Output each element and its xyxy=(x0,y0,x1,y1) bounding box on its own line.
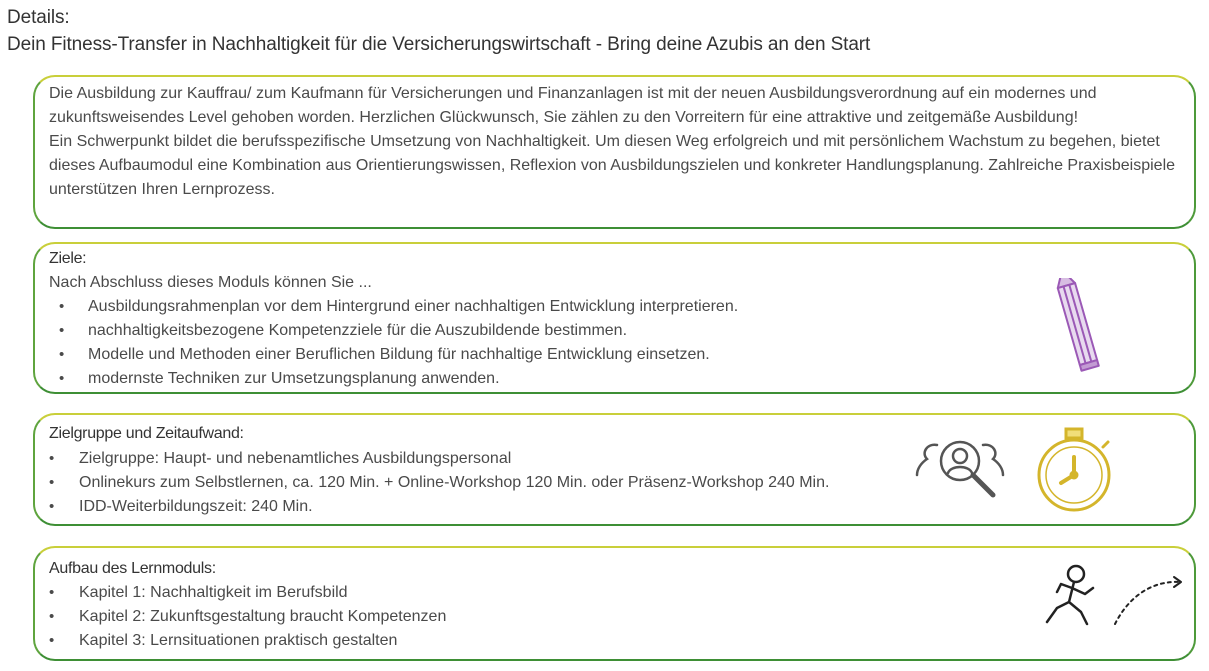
audience-item: Onlinekurs zum Selbstlernen, ca. 120 Min. + Online-Workshop 120 Min. oder Präsenz-Workshop 240 Min. xyxy=(79,474,830,491)
goals-lead: Nach Abschluss dieses Moduls können Sie ... xyxy=(49,274,372,291)
user-search-icon xyxy=(913,435,1007,507)
page-title: Dein Fitness-Transfer in Nachhaltigkeit für die Versicherungswirtschaft - Bring deine Azubis an den Start xyxy=(7,34,871,55)
running-figure-icon xyxy=(1041,562,1191,632)
goals-box xyxy=(33,242,1196,394)
bullet: • xyxy=(49,608,55,625)
details-label: Details: xyxy=(7,7,70,28)
goal-item: modernste Techniken zur Umsetzungsplanung anwenden. xyxy=(88,370,500,387)
audience-item: IDD-Weiterbildungszeit: 240 Min. xyxy=(79,498,313,515)
structure-item: Kapitel 1: Nachhaltigkeit im Berufsbild xyxy=(79,584,348,601)
stopwatch-icon xyxy=(1033,427,1115,515)
structure-item: Kapitel 2: Zukunftsgestaltung braucht Kompetenzen xyxy=(79,608,447,625)
bullet: • xyxy=(59,346,65,363)
intro-box xyxy=(33,75,1196,229)
audience-item: Zielgruppe: Haupt- und nebenamtliches Ausbildungspersonal xyxy=(79,450,512,467)
bullet: • xyxy=(59,298,65,315)
structure-title: Aufbau des Lernmoduls: xyxy=(49,560,216,577)
bullet: • xyxy=(49,450,55,467)
intro-paragraph-2: Ein Schwerpunkt bildet die berufsspezifische Umsetzung von Nachhaltigkeit. Um diesen Weg erfolgreich und mit persönlichem Wachstum zu begehen, bietet dieses Aufbaumodul eine Kombination aus Orientierungswissen, Reflexion von Ausbildungszielen und konkreter Handlungsplanung. Zahlreiche Praxisbeispiele unterstützen Ihren Lernprozess. xyxy=(49,133,1176,198)
audience-box xyxy=(33,413,1196,526)
goal-item: Modelle und Methoden einer Beruflichen Bildung für nachhaltige Entwicklung einsetzen. xyxy=(88,346,710,363)
goals-title: Ziele: xyxy=(49,250,87,267)
bullet: • xyxy=(59,370,65,387)
structure-item: Kapitel 3: Lernsituationen praktisch gestalten xyxy=(79,632,398,649)
audience-title: Zielgruppe und Zeitaufwand: xyxy=(49,425,244,442)
bullet: • xyxy=(49,498,55,515)
bullet: • xyxy=(49,632,55,649)
structure-box xyxy=(33,546,1196,661)
bullet: • xyxy=(49,584,55,601)
bullet: • xyxy=(49,474,55,491)
bullet: • xyxy=(59,322,65,339)
goal-item: nachhaltigkeitsbezogene Kompetenzziele für die Auszubildende bestimmen. xyxy=(88,322,628,339)
pencil-icon xyxy=(1051,278,1105,374)
intro-paragraph-1: Die Ausbildung zur Kauffrau/ zum Kaufmann für Versicherungen und Finanzanlagen ist mit der neuen Ausbildungsverordnung auf ein modernes und zukunftsweisendes Level gehoben worden. Herzlichen Glückwunsch, Sie zählen zu den Vorreitern für eine attraktive und zeitgemäße Ausbildung! xyxy=(49,85,1097,126)
goal-item: Ausbildungsrahmenplan vor dem Hintergrund einer nachhaltigen Entwicklung interpretieren. xyxy=(88,298,739,315)
